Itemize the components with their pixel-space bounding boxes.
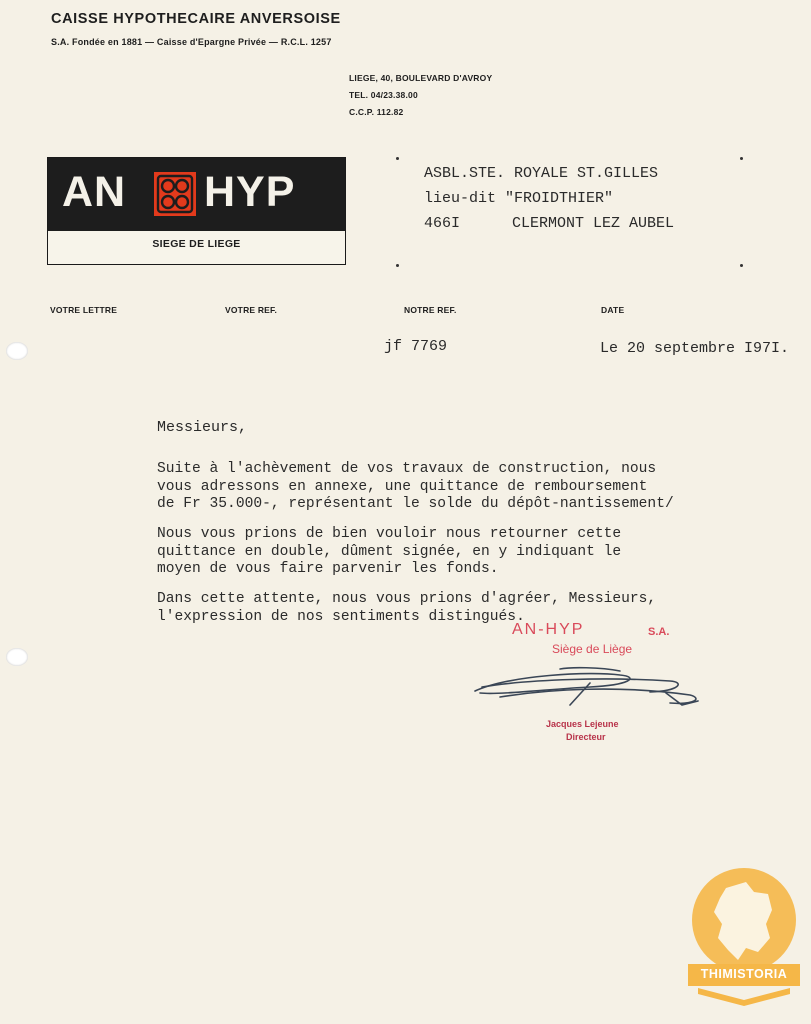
thimistoria-watermark — [688, 868, 800, 1008]
salutation: Messieurs, — [157, 419, 248, 436]
body-line: vous adressons en annexe, une quittance de remboursement — [157, 478, 648, 495]
paragraph-3 — [157, 591, 757, 626]
body-line: Suite à l'achèvement de vos travaux de construction, nous — [157, 461, 657, 477]
label-votre-lettre: VOTRE LETTRE — [50, 305, 118, 315]
company-name: CAISSE HYPOTHECAIRE ANVERSOISE — [51, 11, 341, 27]
punch-hole — [6, 342, 28, 360]
company-phone: TEL. 04/23.38.00 — [349, 90, 418, 100]
recipient-line-1: ASBL.STE. ROYALE ST.GILLES — [424, 165, 659, 182]
body-line: moyen de vous faire parvenir les fonds. — [157, 561, 499, 577]
body-line: l'expression de nos sentiments distingués. — [157, 608, 525, 625]
recipient-postcode: 466I — [424, 215, 461, 232]
address-corner-mark — [740, 264, 743, 267]
stamp-company: AN-HYP — [512, 621, 585, 638]
address-corner-mark — [396, 157, 399, 160]
logo-text-left: AN — [62, 168, 127, 216]
paragraph-1 — [157, 461, 757, 514]
stamp-branch: Siège de Liège — [552, 642, 633, 656]
company-subtitle: S.A. Fondée en 1881 — Caisse d'Epargne Privée — R.C.L. 1257 — [51, 37, 332, 47]
signatory-title: Directeur — [566, 732, 606, 742]
paragraph-2 — [157, 526, 757, 579]
notre-ref-value: jf 7769 — [384, 338, 448, 355]
signature-icon — [470, 665, 710, 720]
logo-emblem-icon — [154, 172, 196, 216]
logo-caption: SIEGE DE LIEGE — [152, 238, 241, 250]
company-address: LIEGE, 40, BOULEVARD D'AVROY — [349, 73, 493, 83]
label-votre-ref: VOTRE REF. — [225, 305, 278, 315]
address-corner-mark — [740, 157, 743, 160]
body-line: quittance en double, dûment signée, en y indiquant le — [157, 543, 622, 560]
logo-banner — [48, 158, 345, 231]
logo-block — [47, 157, 346, 265]
body-line: de Fr 35.000-, représentant le solde du dépôt-nantissement/ — [157, 496, 674, 512]
date-value: Le 20 septembre I97I. — [600, 340, 790, 357]
body-line: Nous vous prions de bien vouloir nous retourner cette — [157, 526, 622, 542]
address-corner-mark — [396, 264, 399, 267]
watermark-label: THIMISTORIA — [700, 967, 788, 981]
label-notre-ref: NOTRE REF. — [404, 305, 457, 315]
logo-text-right: HYP — [204, 168, 296, 216]
recipient-town: CLERMONT LEZ AUBEL — [512, 215, 675, 232]
company-ccp: C.C.P. 112.82 — [349, 107, 404, 117]
label-date: DATE — [601, 305, 625, 315]
signatory-name: Jacques Lejeune — [546, 719, 619, 729]
body-line: Dans cette attente, nous vous prions d'agréer, Messieurs, — [157, 591, 657, 607]
stamp-suffix: S.A. — [648, 626, 670, 638]
punch-hole — [6, 648, 28, 666]
recipient-line-2: lieu-dit "FROIDTHIER" — [424, 190, 614, 207]
